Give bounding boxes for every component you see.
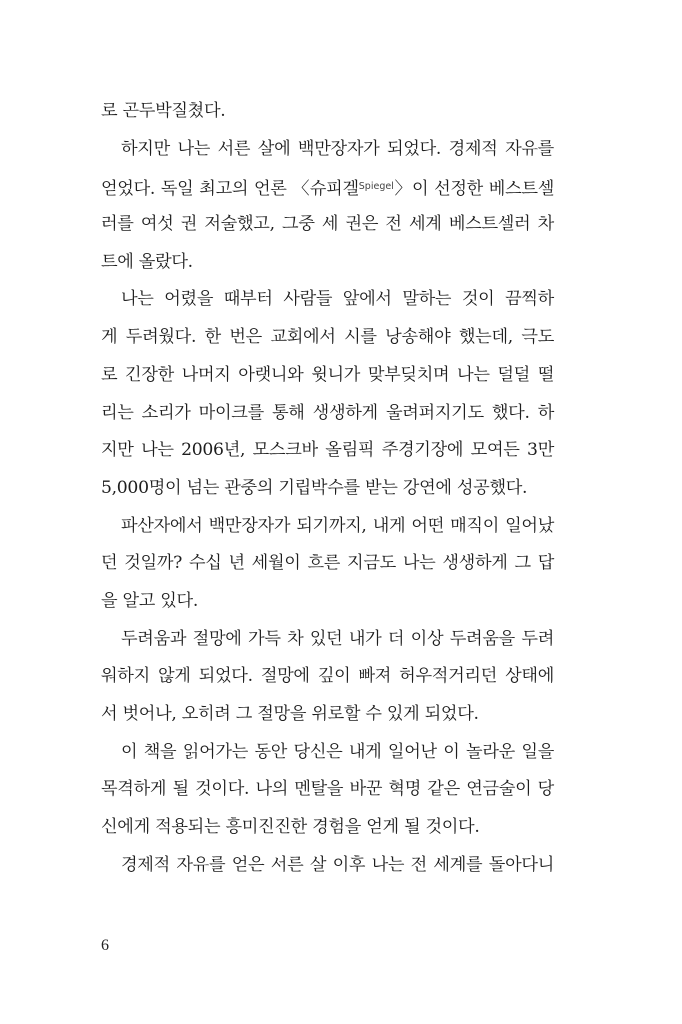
text-line: 신에게 적용되는 흥미진진한 경험을 얻게 될 것이다. xyxy=(101,817,480,838)
text-line: 하지만 나는 서른 살에 백만장자가 되었다. 경제적 자유를 xyxy=(121,138,554,159)
body-text xyxy=(101,93,554,884)
text-segment: 얻었다. 독일 최고의 언론 〈슈피겔 xyxy=(101,179,359,200)
text-line: 두려움과 절망에 가득 차 있던 내가 더 이상 두려움을 두려 xyxy=(121,628,554,649)
text-line: 목격하게 될 것이다. 나의 멘탈을 바꾼 혁명 같은 연금술이 당 xyxy=(101,779,554,800)
text-line: 러를 여섯 권 저술했고, 그중 세 권은 전 세계 베스트셀러 차 xyxy=(101,214,554,235)
text-line: 리는 소리가 마이크를 통해 생생하게 울려퍼지기도 했다. 하 xyxy=(101,402,554,423)
text-line-with-superscript xyxy=(101,168,554,206)
text-line: 워하지 않게 되었다. 절망에 깊이 빠져 허우적거리던 상태에 xyxy=(101,666,554,687)
text-line: 파산자에서 백만장자가 되기까지, 내게 어떤 매직이 일어났 xyxy=(121,515,554,536)
text-line: 지만 나는 2006년, 모스크바 올림픽 주경기장에 모여든 3만 xyxy=(101,440,554,461)
text-line: 로 곤두박질쳤다. xyxy=(101,101,226,121)
text-line: 나는 어렸을 때부터 사람들 앞에서 말하는 것이 끔찍하 xyxy=(121,289,554,310)
text-line: 이 책을 읽어가는 동안 당신은 내게 일어난 이 놀라운 일을 xyxy=(121,741,554,762)
text-line: 경제적 자유를 얻은 서른 살 이후 나는 전 세계를 돌아다니 xyxy=(121,854,554,875)
superscript-gloss: Spiegel xyxy=(358,181,394,193)
text-line: 트에 올랐다. xyxy=(101,251,193,272)
text-line: 서 벗어나, 오히려 그 절망을 위로할 수 있게 되었다. xyxy=(101,704,479,724)
text-line: 게 두려웠다. 한 번은 교회에서 시를 낭송해야 했는데, 극도 xyxy=(101,327,554,348)
text-line: 로 긴장한 나머지 아랫니와 윗니가 맞부딪치며 나는 덜덜 떨 xyxy=(101,364,554,385)
page-number: 6 xyxy=(101,937,109,954)
text-line: 을 알고 있다. xyxy=(101,590,199,611)
text-segment: 〉이 선정한 베스트셀 xyxy=(393,179,554,200)
text-line: 5,000명이 넘는 관중의 기립박수를 받는 강연에 성공했다. xyxy=(101,477,528,498)
text-line: 던 것일까? 수십 년 세월이 흐른 지금도 나는 생생하게 그 답 xyxy=(101,553,554,574)
